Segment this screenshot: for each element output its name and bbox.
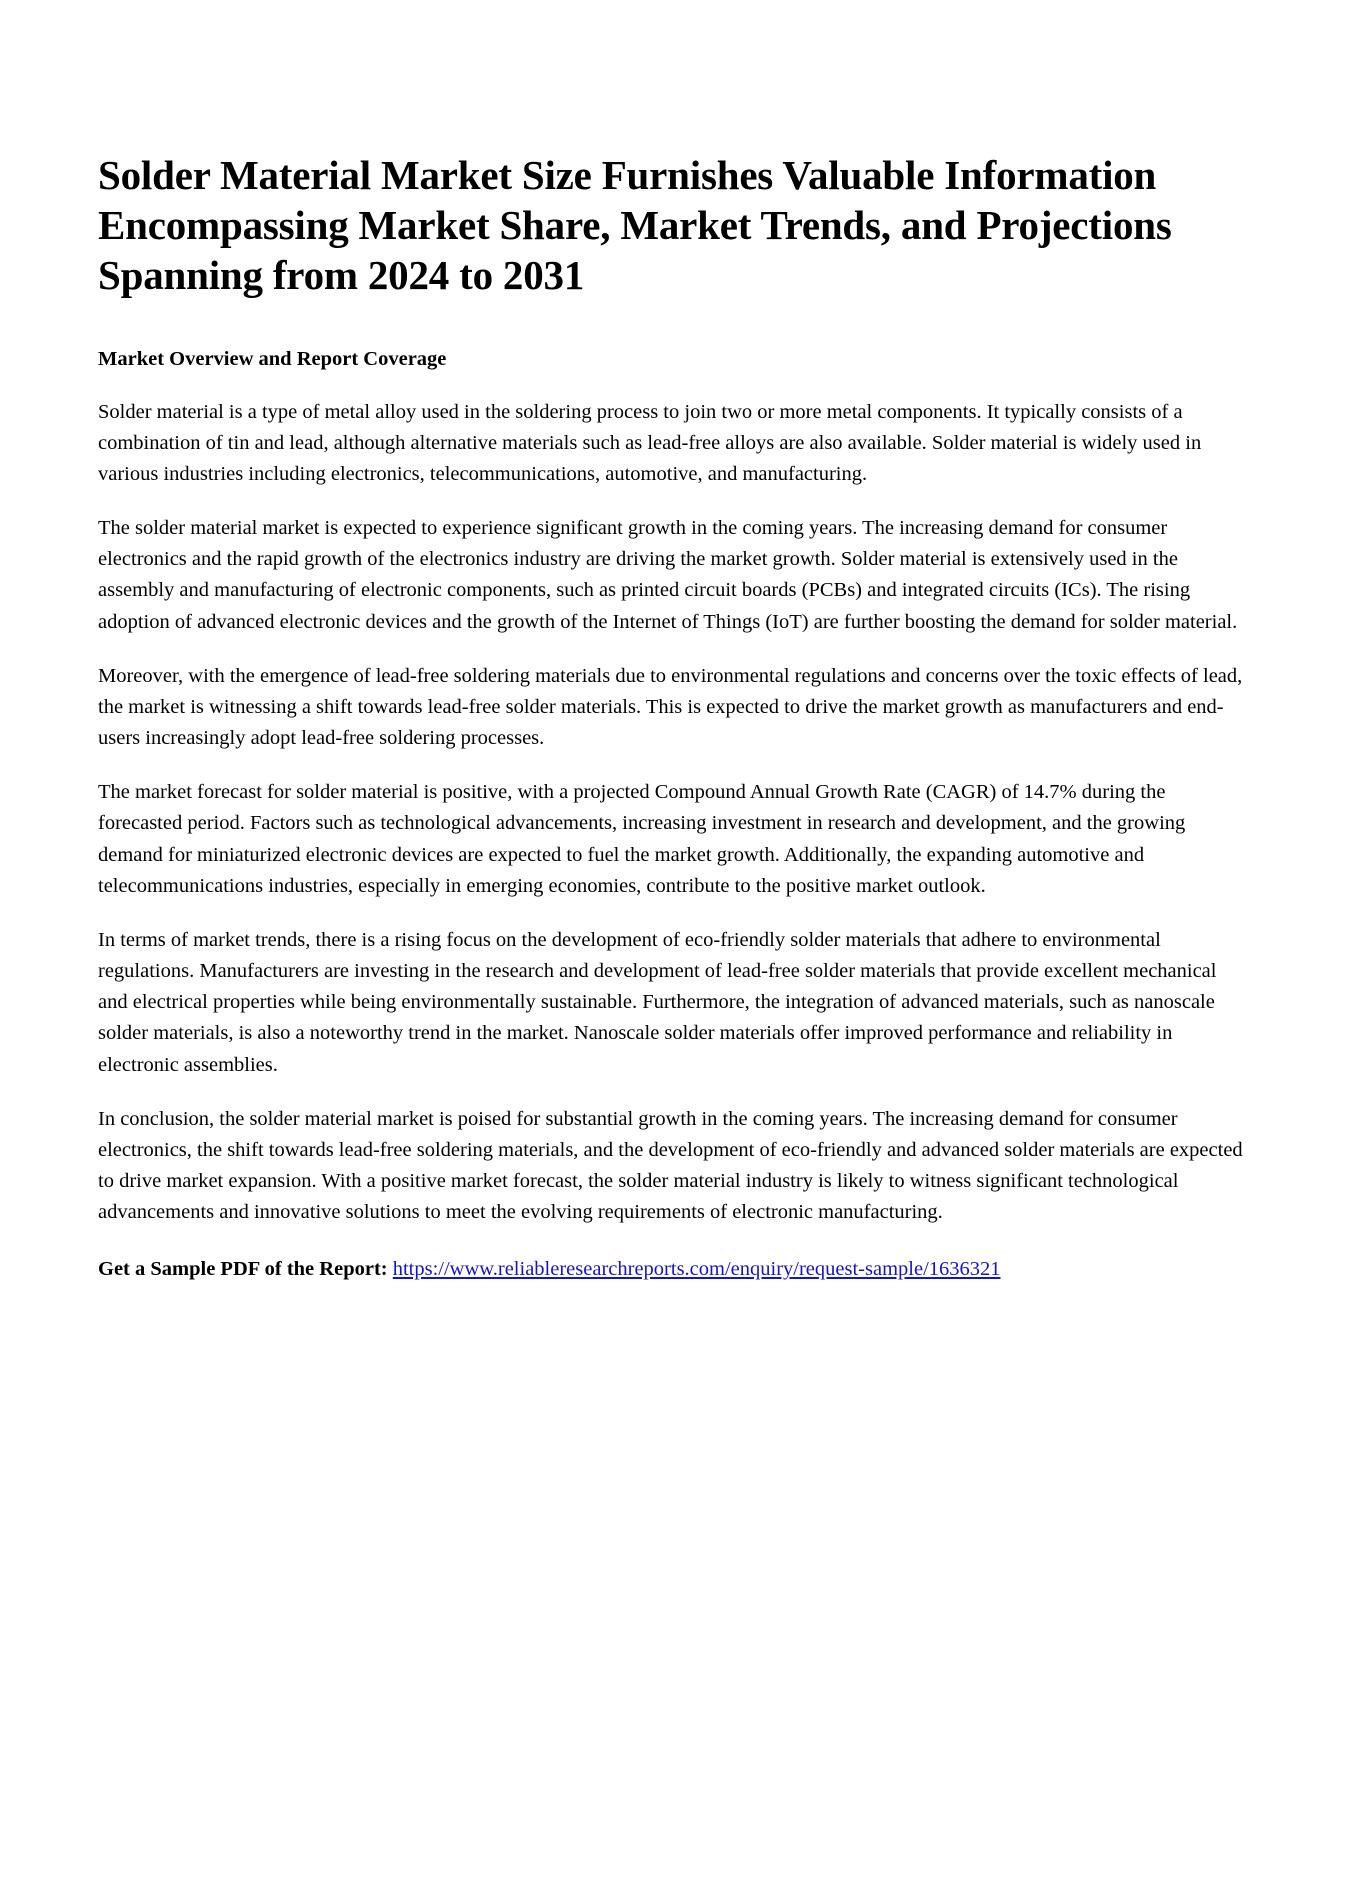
paragraph-4: The market forecast for solder material is positive, with a projected Compound Annual Growth Rate (CAGR) of 14.7% during the forecasted period. Factors such as technological advancements, increasing investment in research and development, and the growing demand for miniaturized electronic devices are expected to fuel the market growth. Additionally, the expanding automotive and telecommunications industries, especially in emerging economies, contribute to the positive market outlook. — [98, 781, 1186, 897]
paragraph-3: Moreover, with the emergence of lead-free soldering materials due to environmental regulations and concerns over the toxic effects of lead, the market is witnessing a shift towards lead-free solder materials. This is expected to drive the market growth as manufacturers and end-users increasingly adopt lead-free soldering processes. — [98, 664, 1243, 750]
sample-pdf-cta — [98, 1254, 1245, 1285]
paragraph-5: In terms of market trends, there is a rising focus on the development of eco-friendly solder materials that adhere to environmental regulations. Manufacturers are investing in the research and development of lead-free solder materials that provide excellent mechanical and electrical properties while being environmentally sustainable. Furthermore, the integration of advanced materials, such as nanoscale solder materials, is also a noteworthy trend in the market. Nanoscale solder materials offer improved performance and reliability in electronic assemblies. — [98, 928, 1217, 1076]
paragraph-6: In conclusion, the solder material market is poised for substantial growth in the coming years. The increasing demand for consumer electronics, the shift towards lead-free soldering materials, and the development of eco-friendly and advanced solder materials are expected to drive market expansion. With a positive market forecast, the solder material industry is likely to witness significant technological advancements and innovative solutions to meet the evolving requirements of electronic manufacturing. — [98, 1107, 1243, 1224]
paragraph-2: The solder material market is expected to experience significant growth in the coming years. The increasing demand for consumer electronics and the rapid growth of the electronics industry are driving the market growth. Solder material is extensively used in the assembly and manufacturing of electronic components, such as printed circuit boards (PCBs) and integrated circuits (ICs). The rising adoption of advanced electronic devices and the growth of the Internet of Things (IoT) are further boosting the demand for solder material. — [98, 517, 1238, 633]
sample-pdf-label: Get a Sample PDF of the Report: — [98, 1258, 388, 1281]
section-heading-market-overview: Market Overview and Report Coverage — [98, 348, 447, 371]
page-title: Solder Material Market Size Furnishes Valuable Information Encompassing Market Share, Market Trends, and Projections Spanning from 2024 to 2031 — [98, 152, 1172, 299]
paragraph-1: Solder material is a type of metal alloy used in the soldering process to join two or more metal components. It typically consists of a combination of tin and lead, although alternative materials such as lead-free alloys are also available. Solder material is widely used in various industries including electronics, telecommunications, automotive, and manufacturing. — [98, 400, 1202, 485]
sample-pdf-link[interactable]: https://www.reliableresearchreports.com/enquiry/request-sample/1636321 — [392, 1258, 1001, 1281]
